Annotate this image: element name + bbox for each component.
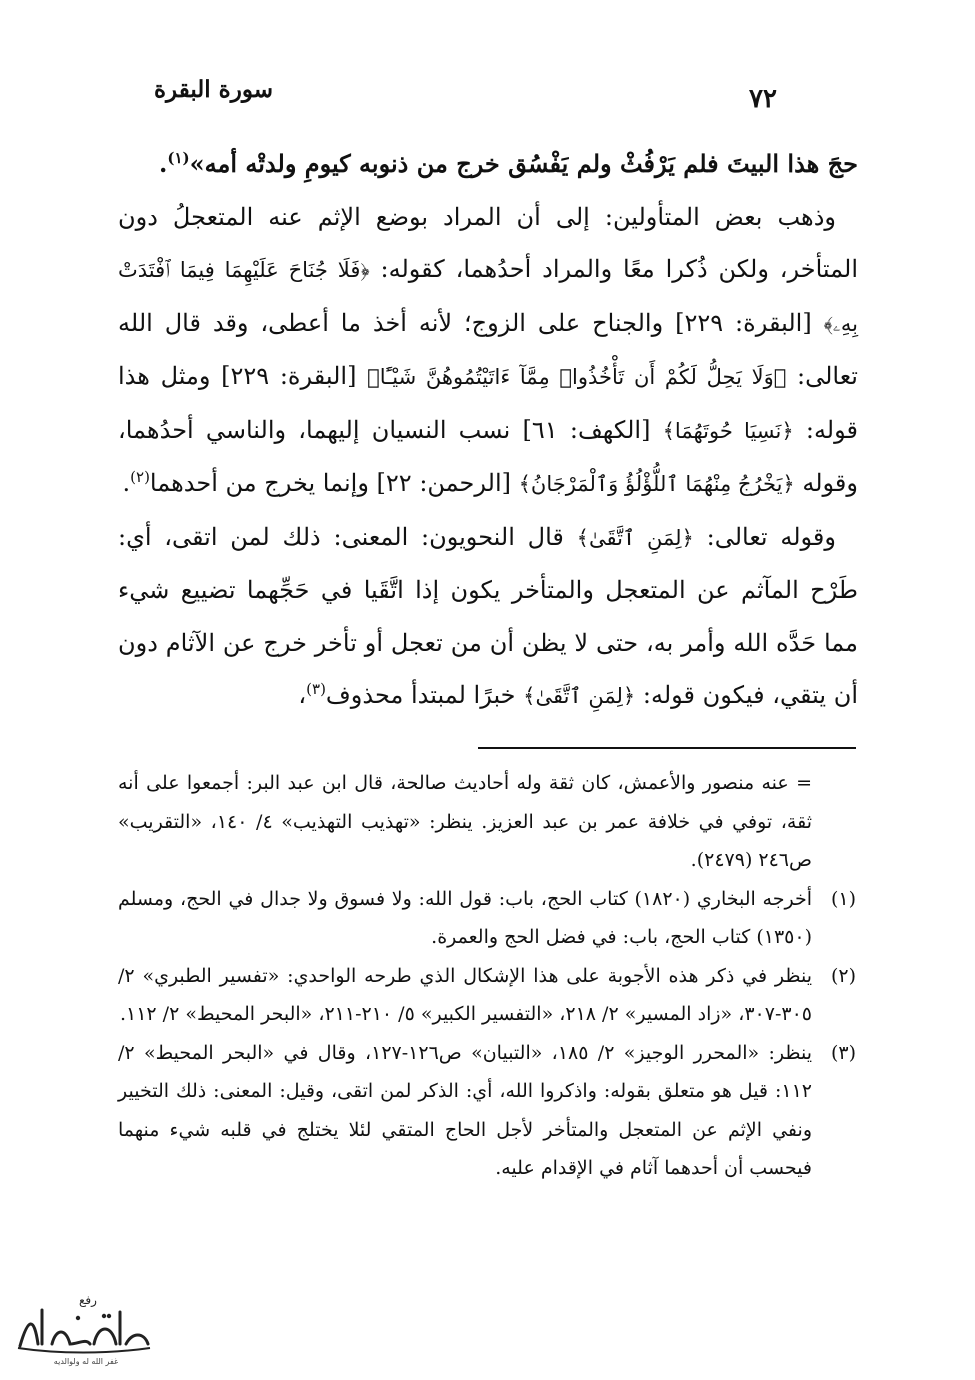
paragraph-text: [البقرة: ٢٢٩] والجناح على الزوج؛ لأنه أخذ ما أعطى، وقد قال الله تعالى: <box>118 308 858 390</box>
footnote-continuation: = عنه منصور والأعمش، كان ثقة وله أحاديث صالحة، قال ابن عبد البر: أجمعوا على أنه ثقة، توفي في خلافة عمر بن عبد العزيز. ينظر: «تهذيب التهذيب» ٤/ ١٤٠، «التقريب» ص٢٤٦ (٢٤٧٩). <box>118 772 812 871</box>
quran-verse: ﴿وَلَا يَحِلُّ لَكُمْ أَن تَأْخُذُوا۟ مِمَّآ ءَاتَيْتُمُوهُنَّ شَيْـًٔا﴾ <box>367 365 787 389</box>
footnote-number: (٢) <box>830 964 856 987</box>
quran-verse: ﴿لِمَنِ ٱتَّقَىٰ﴾ <box>523 684 636 708</box>
quran-verse: ﴿يَخْرُجُ مِنْهُمَا ٱللُّؤْلُؤُ وَٱلْمَرْجَانُ﴾ <box>518 472 795 496</box>
paragraph-end: ، <box>298 681 307 709</box>
footnote-2 <box>118 957 856 1034</box>
paragraph-hadith-end <box>118 138 858 191</box>
paragraph-text: وقوله تعالى: <box>693 522 836 551</box>
paragraph-end: . <box>158 149 168 178</box>
paragraph-mutaawwilin <box>118 191 858 511</box>
watermark-subtext: غفر الله له ولوالديه <box>53 1357 119 1366</box>
footnote-number: (١) <box>830 887 856 910</box>
paragraph-text: [الرحمن: ٢٢] وإنما يخرج من أحدهما <box>149 469 519 497</box>
footnote-number: (٣) <box>830 1041 856 1064</box>
footnote-text: ينظر: «المحرر الوجيز» ٢/ ١٨٥، «التبيان» ص١٢٦-١٢٧، وقال في «البحر المحيط» ٢/ ١١٢: قيل هو متعلق بقوله: واذكروا الله، أي: الذكر لمن اتقى، وقيل: المعنى: ذلك التخيير ونفي الإثم عن المتعجل والمتأخر لأجل الحاج المتقي لئلا يختلج في قلبه شيء منهما فيحسب أن أحدهما آثام في الإقدام عليه. <box>118 1041 812 1179</box>
footnote-ref-3: (٣) <box>306 680 326 698</box>
footnote-1 <box>118 880 856 957</box>
footnote-text: ينظر في ذكر هذه الأجوبة على هذا الإشكال الذي طرحه الواحدي: «تفسير الطبري» ٢/ ٣٠٥-٣٠٧، «زاد المسير» ٢/ ٢١٨، «التفسير الكبير» ٥/ ٢١٠-٢١١، «البحر المحيط» ٢/ ١١٢. <box>118 964 812 1025</box>
footnotes <box>118 764 856 1188</box>
paragraph-text: قال النحويون: المعنى: ذلك لمن اتقى، أي: طَرْح المآثم عن المتعجل والمتأخر يكون إذا اتَّقَيا في حَجِّهما تضييع شيء مما حَدَّه الله وأمر به، حتى لا يظن أن من تعجل أو تأخر خرج عن الآثام دون أن يتقي، فيكون قوله: <box>118 522 859 709</box>
surah-title: سورة البقرة <box>153 76 273 103</box>
footnote-3 <box>118 1034 856 1188</box>
footnote-text: أخرجه البخاري (١٨٢٠) كتاب الحج، باب: قول الله: ولا فسوق ولا جدال في الحج، ومسلم (١٣٥٠) كتاب الحج، باب: في فضل الحج والعمرة. <box>118 887 812 948</box>
quran-verse: ﴿نَسِيَا حُوتَهُمَا﴾ <box>662 418 794 443</box>
paragraph-text: [البقرة: ٢٢٩] ومثل هذا قوله: <box>118 362 858 444</box>
paragraph-text: وذهب بعض المتأولين: إلى أن المراد بوضع الإثم عنه المتعجلُ دون المتأخر، ولكن ذُكرا معًا والمراد أحدُهما، كقوله: <box>118 202 858 283</box>
footnote-ref-2: (٢) <box>130 468 150 486</box>
watermark-logo <box>8 1288 158 1368</box>
footnote-divider <box>478 747 856 749</box>
paragraph-end: . <box>122 469 131 497</box>
calligraphy-watermark <box>8 1288 158 1368</box>
quran-verse: ﴿لِمَنِ ٱتَّقَىٰ﴾ <box>576 525 694 550</box>
paragraph-liman-ittaqa <box>118 511 858 723</box>
watermark-small-text: رفع <box>79 1293 97 1307</box>
footnote-ref-1: (١) <box>167 149 190 167</box>
page-number: ٧٢ <box>749 84 777 114</box>
paragraph-text: [الكهف: ٦١] نسب النسيان إليهما، والناسي أحدُهما، وقوله <box>118 415 858 497</box>
main-text <box>118 138 858 723</box>
paragraph-text: حجَ هذا البيتَ فلم يَرْفُثْ ولم يَفْسُق خرج من ذنوبه كيومِ ولدتْه أمه» <box>189 149 858 178</box>
paragraph-text: خبرًا لمبتدأ محذوف <box>325 681 524 709</box>
quran-verse: ﴿فَلَا جُنَاحَ عَلَيْهِمَا فِيمَا ٱفْتَدَتْ بِهِۦ﴾ <box>118 258 858 336</box>
